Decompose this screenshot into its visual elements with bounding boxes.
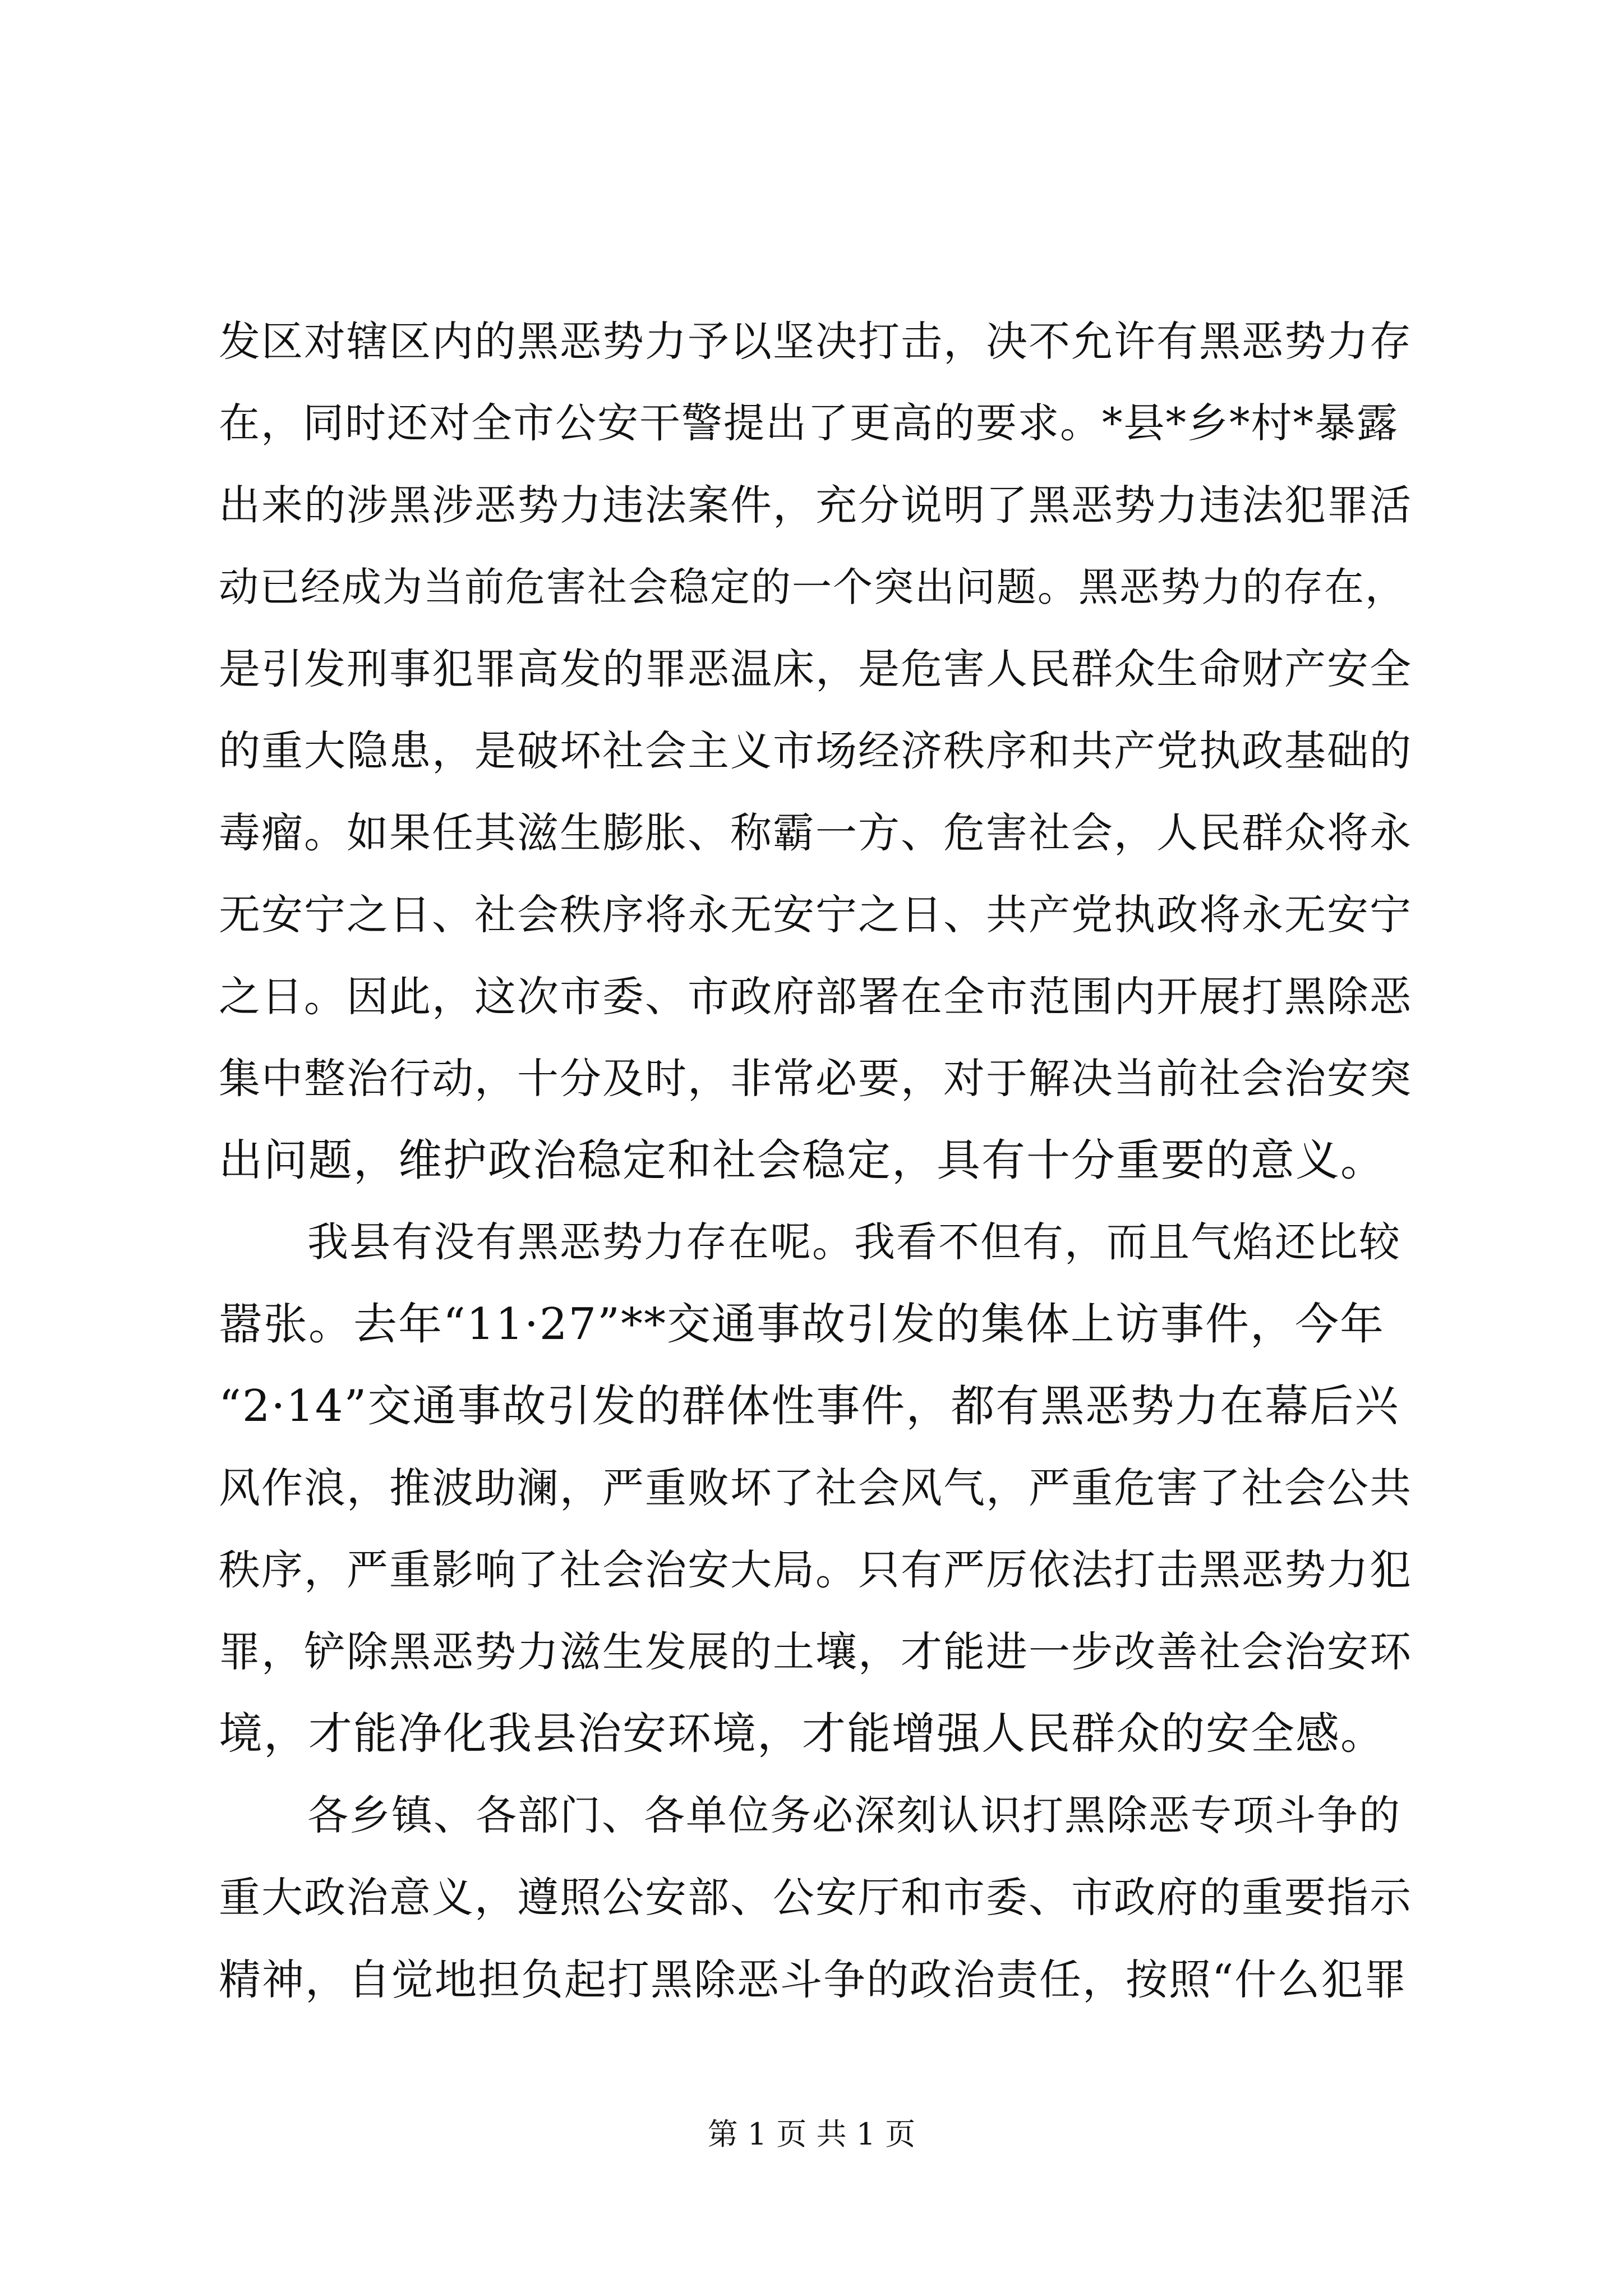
text-line: 精神，自觉地担负起打黑除恶斗争的政治责任，按照“什么犯罪 bbox=[219, 1955, 1408, 2004]
text-line: 动已经成为当前危害社会稳定的一个突出问题。黑恶势力的存在， bbox=[219, 564, 1407, 610]
text-line: 之日。因此，这次市委、市政府部署在全市范围内开展打黑除恶 bbox=[219, 973, 1412, 1021]
document-body bbox=[219, 301, 1413, 2021]
text-line: 出来的涉黑涉恶势力违法案件，充分说明了黑恶势力违法犯罪活 bbox=[219, 481, 1412, 530]
text-line: 的重大隐患，是破坏社会主义市场经济秩序和共产党执政基础的 bbox=[219, 727, 1412, 775]
text-line: 嚣张。去年“11·27”**交通事故引发的集体上访事件，今年 bbox=[219, 1299, 1385, 1350]
text-line: 毒瘤。如果任其滋生膨胀、称霸一方、危害社会，人民群众将永 bbox=[219, 809, 1412, 857]
text-line: 风作浪，推波助澜，严重败坏了社会风气，严重危害了社会公共 bbox=[219, 1464, 1412, 1512]
text-line: 在，同时还对全市公安干警提出了更高的要求。*县*乡*村*暴露 bbox=[219, 399, 1399, 447]
paragraph-1 bbox=[219, 301, 1413, 1202]
text-line: 集中整治行动，十分及时，非常必要，对于解决当前社会治安突 bbox=[219, 1055, 1412, 1103]
text-line: 罪，铲除黑恶势力滋生发展的土壤，才能进一步改善社会治安环 bbox=[219, 1628, 1412, 1676]
text-line: 各乡镇、各部门、各单位务必深刻认识打黑除恶专项斗争的 bbox=[307, 1792, 1401, 1839]
paragraph-2 bbox=[219, 1202, 1413, 1775]
text-line: 重大政治意义，遵照公安部、公安厅和市委、市政府的重要指示 bbox=[219, 1874, 1412, 1922]
text-line: 我县有没有黑恶势力存在呢。我看不但有，而且气焰还比较 bbox=[307, 1218, 1401, 1266]
text-line: 是引发刑事犯罪高发的罪恶温床，是危害人民群众生命财产安全 bbox=[219, 645, 1412, 693]
text-line: “2·14”交通事故引发的群体性事件，都有黑恶势力在幕后兴 bbox=[219, 1381, 1400, 1432]
text-line: 出问题，维护政治稳定和社会稳定，具有十分重要的意义。 bbox=[219, 1135, 1386, 1186]
page-footer bbox=[0, 2115, 1623, 2154]
text-line: 境，才能净化我县治安环境，才能增强人民群众的安全感。 bbox=[219, 1709, 1386, 1759]
text-line: 无安宁之日、社会秩序将永无安宁之日、共产党执政将永无安宁 bbox=[219, 891, 1412, 939]
text-line: 发区对辖区内的黑恶势力予以坚决打击，决不允许有黑恶势力存 bbox=[219, 318, 1412, 366]
text-line: 秩序，严重影响了社会治安大局。只有严厉依法打击黑恶势力犯 bbox=[219, 1546, 1412, 1594]
page-number-label: 第 1 页 共 1 页 bbox=[707, 2116, 916, 2152]
paragraph-3 bbox=[219, 1775, 1413, 2021]
